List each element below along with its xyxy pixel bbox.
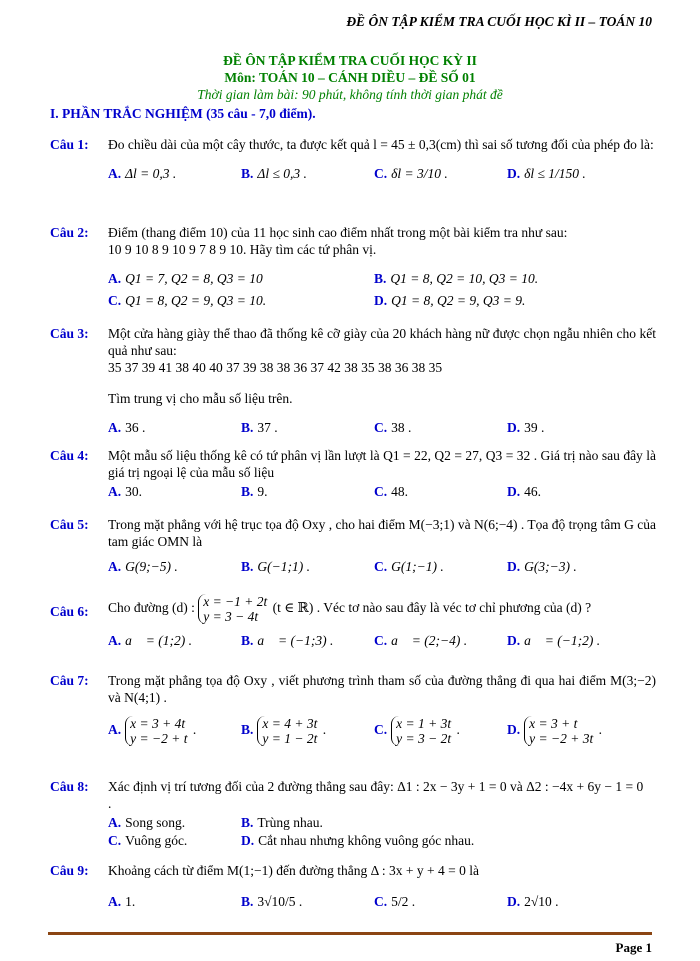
question-data: 35 37 39 41 38 40 40 37 39 38 38 36 37 42 38 35 38 36 38 35 [108, 360, 443, 375]
option-c[interactable]: C. 5/2 . [374, 894, 416, 909]
options-row [108, 716, 656, 752]
options-row [108, 832, 656, 850]
question-2 [50, 224, 656, 312]
option-c[interactable]: C. x = 1 + 3t y = 3 − 2t . [374, 716, 460, 746]
question-label: Câu 3: [50, 326, 89, 341]
question-stem: Trong mặt phẳng tọa độ Oxy , viết phương trình tham số của đường thẳng đi qua hai điểm M(3;−2) và N(4;1) . [108, 673, 656, 705]
option-a[interactable]: A. 30. [108, 484, 142, 499]
options-row [108, 419, 656, 439]
question-label: Câu 5: [50, 517, 89, 532]
option-a[interactable]: A. 36 . [108, 420, 146, 435]
page-number: Page 1 [615, 940, 652, 955]
option-a[interactable]: A. a⃗ = (1;2) . [108, 633, 192, 648]
question-stem: Đo chiều dài của một cây thước, ta được kết quả l = 45 ± 0,3(cm) thì sai số tương đối của phép đo là: [108, 137, 654, 152]
question-stem: Một mẫu số liệu thống kê có tứ phân vị lần lượt là Q1 = 22, Q2 = 27, Q3 = 32 . Giá trị nào sau đây là giá trị ngoại lệ của mẫu số liệu [108, 448, 656, 480]
options-row [108, 270, 656, 290]
options-row [108, 893, 656, 913]
option-b[interactable]: B. 3√10/5 . [241, 894, 303, 909]
option-a[interactable]: A. Δl = 0,3 . [108, 166, 177, 181]
option-c[interactable]: C. G(1;−1) . [374, 559, 444, 574]
option-c[interactable]: C. δl = 3/10 . [374, 166, 448, 181]
option-b[interactable]: B. a⃗ = (−1;3) . [241, 633, 334, 648]
footer-divider [48, 932, 652, 935]
question-6 [50, 594, 656, 652]
option-a[interactable]: A. Song song. [108, 815, 186, 830]
question-stem: Khoảng cách từ điểm M(1;−1) đến đường thẳng Δ : 3x + y + 4 = 0 là [108, 863, 479, 878]
option-b[interactable]: B. 9. [241, 484, 268, 499]
question-label: Câu 4: [50, 448, 89, 463]
options-row [108, 165, 656, 185]
running-header: ĐỀ ÔN TẬP KIỂM TRA CUỐI HỌC KÌ II – TOÁN 10 [346, 14, 652, 29]
option-a[interactable]: A. x = 3 + 4t y = −2 + t . [108, 716, 197, 746]
option-a[interactable]: A. Q1 = 7, Q2 = 8, Q3 = 10 [108, 271, 263, 286]
option-b[interactable]: B. G(−1;1) . [241, 559, 310, 574]
section-heading: I. PHẦN TRẮC NGHIỆM (35 câu - 7,0 điểm). [50, 106, 316, 121]
question-8 [50, 778, 656, 850]
question-stem: Cho đường (d) : x = −1 + 2t y = 3 − 4t (t ∈ ℝ) . Véc tơ nào sau đây là véc tơ chỉ phương của (d) ? [108, 594, 592, 624]
option-d[interactable]: D. Q1 = 8, Q2 = 9, Q3 = 9. [374, 293, 526, 308]
time-line: Thời gian làm bài: 90 phút, không tính thời gian phát đề [197, 87, 503, 102]
option-c[interactable]: C. Q1 = 8, Q2 = 9, Q3 = 10. [108, 293, 267, 308]
option-c[interactable]: C. a⃗ = (2;−4) . [374, 633, 468, 648]
question-prompt: Tìm trung vị cho mẫu số liệu trên. [108, 391, 293, 406]
option-b[interactable]: B. Δl ≤ 0,3 . [241, 166, 307, 181]
option-c[interactable]: C. Vuông góc. [108, 833, 188, 848]
option-a[interactable]: A. G(9;−5) . [108, 559, 178, 574]
options-row [108, 814, 656, 832]
option-b[interactable]: B. Q1 = 8, Q2 = 10, Q3 = 10. [374, 271, 539, 286]
question-stem-tail: . [108, 796, 112, 811]
option-d[interactable]: D. 2√10 . [507, 894, 559, 909]
subject-line: Môn: TOÁN 10 – CÁNH DIỀU – ĐỀ SỐ 01 [224, 70, 476, 85]
options-row [108, 632, 656, 652]
question-stem: Xác định vị trí tương đối của 2 đường thẳng sau đây: Δ1 : 2x − 3y + 1 = 0 và Δ2 : −4x + 6y − 1 = 0 [108, 779, 644, 794]
option-d[interactable]: D. a⃗ = (−1;2) . [507, 633, 601, 648]
option-a[interactable]: A. 1. [108, 894, 136, 909]
option-d[interactable]: D. G(3;−3) . [507, 559, 577, 574]
option-d[interactable]: D. δl ≤ 1/150 . [507, 166, 586, 181]
option-c[interactable]: C. 38 . [374, 420, 412, 435]
question-4 [50, 447, 656, 503]
question-label: Câu 8: [50, 779, 89, 794]
parametric-system: x = −1 + 2t y = 3 − 4t [198, 594, 269, 624]
option-d[interactable]: D. Cắt nhau nhưng không vuông góc nhau. [241, 833, 475, 848]
question-stem: Trong mặt phẳng với hệ trục tọa độ Oxy , cho hai điểm M(−3;1) và N(6;−4) . Tọa độ trọng tâm G của tam giác OMN là [108, 517, 657, 549]
option-b[interactable]: B. 37 . [241, 420, 278, 435]
question-label: Câu 2: [50, 225, 89, 240]
question-label: Câu 6: [50, 604, 89, 619]
option-b[interactable]: B. x = 4 + 3t y = 1 − 2t . [241, 716, 327, 746]
question-3 [50, 325, 656, 439]
question-5 [50, 516, 656, 578]
exam-title: ĐỀ ÔN TẬP KIỂM TRA CUỐI HỌC KỲ II [223, 53, 477, 68]
question-label: Câu 7: [50, 673, 89, 688]
question-label: Câu 9: [50, 863, 89, 878]
question-data: 10 9 10 8 9 10 9 7 8 9 10. Hãy tìm các tứ phân vị. [108, 242, 377, 257]
question-7 [50, 672, 656, 752]
question-stem: Một cửa hàng giày thể thao đã thống kê cỡ giày của 20 khách hàng nữ được chọn ngẫu nhiên cho kết quả như sau: [108, 326, 656, 358]
question-label: Câu 1: [50, 137, 89, 152]
options-row [108, 292, 656, 312]
options-row [108, 558, 656, 578]
question-1 [50, 136, 656, 185]
question-9 [50, 862, 656, 913]
question-stem: Điểm (thang điểm 10) của 11 học sinh cao điểm nhất trong một bài kiểm tra như sau: [108, 225, 568, 240]
option-b[interactable]: B. Trùng nhau. [241, 815, 323, 830]
option-d[interactable]: D. 46. [507, 484, 541, 499]
option-c[interactable]: C. 48. [374, 484, 408, 499]
options-row [108, 483, 656, 503]
option-d[interactable]: D. x = 3 + t y = −2 + 3t . [507, 716, 602, 746]
title-block [0, 52, 700, 103]
option-d[interactable]: D. 39 . [507, 420, 545, 435]
